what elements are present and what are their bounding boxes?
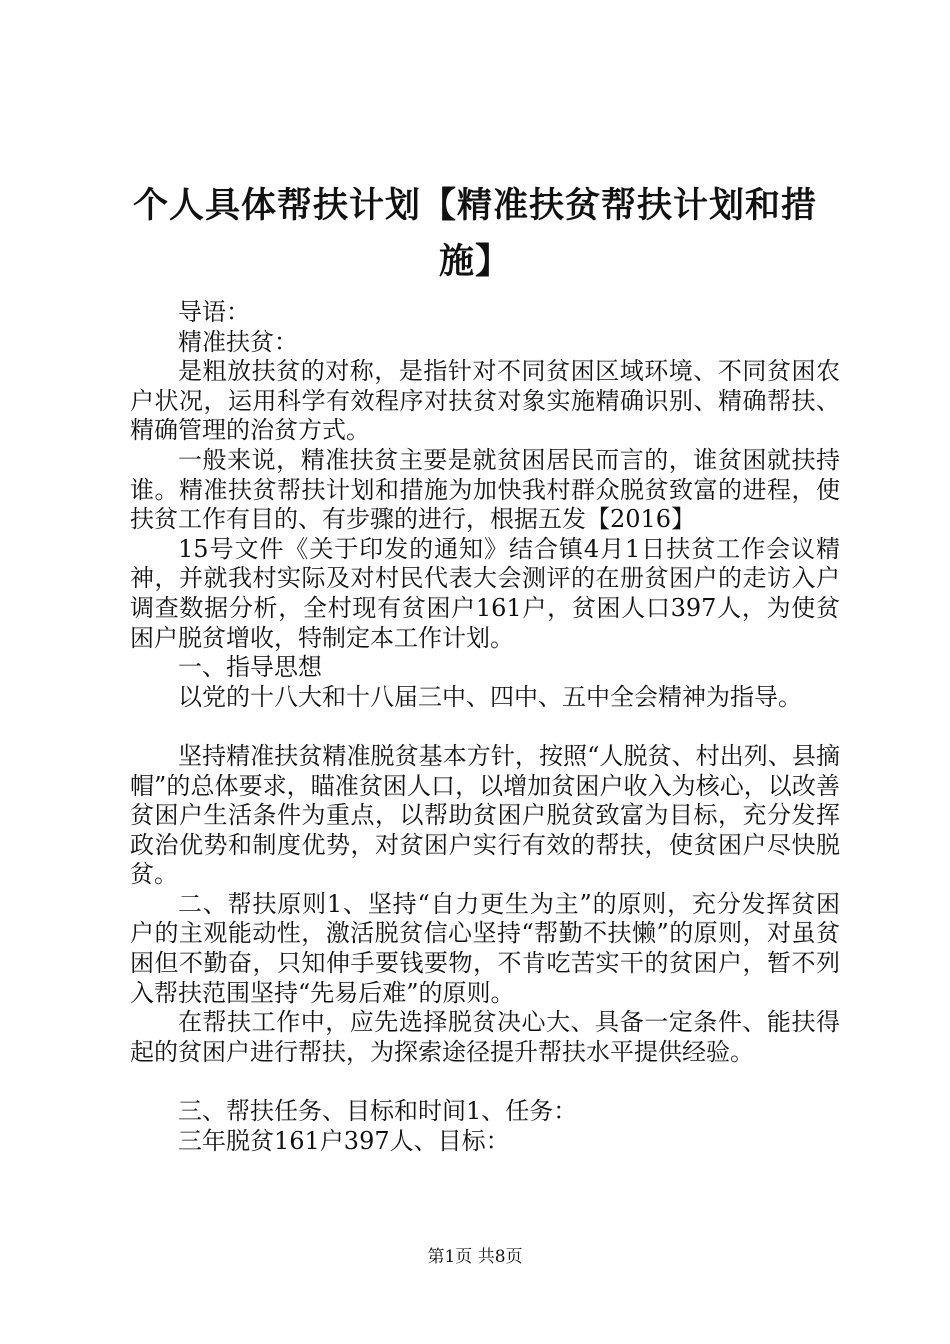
paragraph-assistance-work: 在帮扶工作中，应先选择脱贫决心大、具备一定条件、能扶得起的贫困户进行帮扶，为探索途径提升帮扶水平提供经验。 <box>130 1008 840 1066</box>
blank-line <box>130 712 840 742</box>
paragraph-document-reference: 15号文件《关于印发的通知》结合镇4月1日扶贫工作会议精神，并就我村实际及对村民代表大会测评的在册贫困户的走访入户调查数据分析，全村现有贫困户161户，贫困人口397人，为使贫困户脱贫增收，特制定本工作计划。 <box>130 534 840 652</box>
paragraph-definition: 是粗放扶贫的对称，是指针对不同贫困区域环境、不同贫困农户状况，运用科学有效程序对扶贫对象实施精确识别、精确帮扶、精确管理的治贫方式。 <box>130 357 840 445</box>
paragraph-general: 一般来说，精准扶贫主要是就贫困居民而言的，谁贫困就扶持谁。精准扶贫帮扶计划和措施为加快我村群众脱贫致富的进程，使扶贫工作有目的、有步骤的进行，根据五发【2016】 <box>130 445 840 534</box>
blank-line <box>130 1067 840 1097</box>
paragraph-term-label: 精准扶贫： <box>178 327 298 356</box>
document-body <box>130 298 840 1156</box>
page-number-footer: 第1页 共8页 <box>427 1247 523 1267</box>
paragraph-assistance-principles: 二、帮扶原则1、坚持“自力更生为主”的原则，充分发挥贫困户的主观能动性，激活脱贫信心坚持“帮勤不扶懒”的原则，对虽贫困但不勤奋，只知伸手要钱要物，不肯吃苦实干的贫困户，暂不列入帮扶范围坚持“先易后难”的原则。 <box>130 889 840 1007</box>
paragraph-intro-label: 导语： <box>178 298 250 326</box>
section-heading-guiding-ideology: 一、指导思想 <box>178 653 322 682</box>
paragraph-target: 三年脱贫161户397人、目标： <box>178 1126 510 1155</box>
paragraph-principles-overview: 坚持精准扶贫精准脱贫基本方针，按照“人脱贫、村出列、县摘帽”的总体要求，瞄准贫困人口，以增加贫困户收入为核心，以改善贫困户生活条件为重点，以帮助贫困户脱贫致富为目标，充分发挥政治优势和制度优势，对贫困户实行有效的帮扶，使贫困户尽快脱贫。 <box>130 741 840 889</box>
document-title: 个人具体帮扶计划【精准扶贫帮扶计划和措施】 <box>132 185 817 282</box>
section-heading-tasks: 三、帮扶任务、目标和时间1、任务： <box>178 1097 578 1126</box>
paragraph-guidance: 以党的十八大和十八届三中、四中、五中全会精神为指导。 <box>178 682 802 711</box>
